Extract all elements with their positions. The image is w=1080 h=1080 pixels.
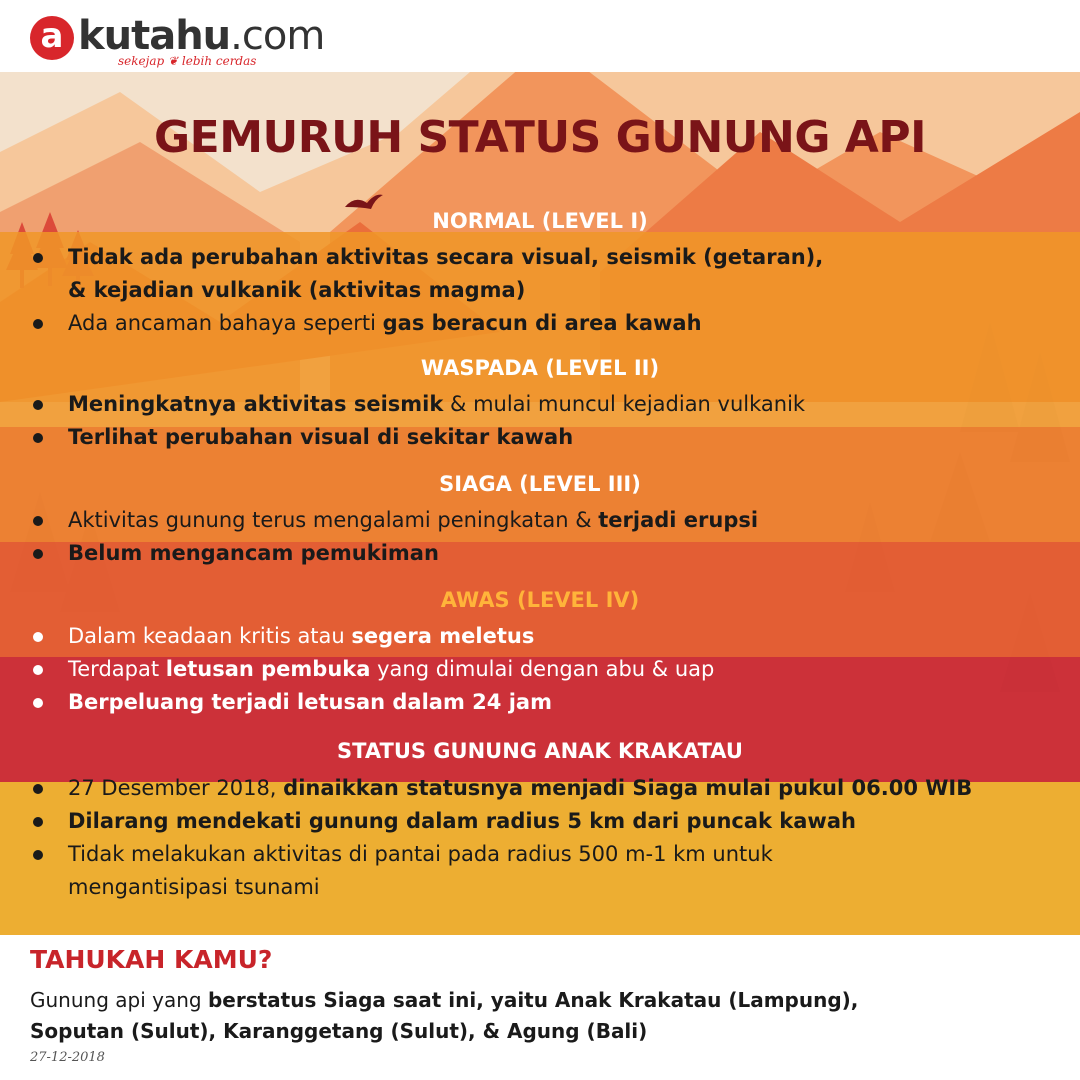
heading-waspada: WASPADA (LEVEL II) [420, 356, 660, 380]
item-text: Terdapat [68, 657, 166, 681]
bullet-icon [33, 253, 43, 263]
bullet-icon [33, 665, 43, 675]
bullet-icon [33, 400, 43, 410]
poster [0, 72, 1080, 935]
bullet-icon [33, 632, 43, 642]
list-item [30, 686, 1070, 719]
did-you-know-bold-continued: Soputan (Sulut), Karanggetang (Sulut), & Agung (Bali) [30, 1019, 648, 1043]
logo-mark: a [30, 16, 74, 60]
list-item [30, 307, 1070, 340]
list-item [30, 805, 1070, 838]
bullet-icon [33, 698, 43, 708]
item-text: yang dimulai dengan abu & uap [370, 657, 715, 681]
bullet-icon [33, 516, 43, 526]
list-item [30, 620, 1070, 653]
did-you-know-body [30, 985, 1060, 1047]
item-bold-continued: & kejadian vulkanik (aktivitas magma) [68, 278, 526, 302]
list-awas [30, 620, 1070, 719]
item-text: Tidak melakukan aktivitas di pantai pada radius 500 m-1 km untuk [68, 842, 773, 866]
bullet-icon [33, 319, 43, 329]
list-item [30, 504, 1070, 537]
logo[interactable] [30, 8, 350, 68]
heading-krakatau: STATUS GUNUNG ANAK KRAKATAU [337, 739, 743, 763]
bullet-icon [33, 850, 43, 860]
bullet-icon [33, 433, 43, 443]
bullet-icon [33, 817, 43, 827]
item-bold: segera meletus [351, 624, 535, 648]
list-item [30, 653, 1070, 686]
publish-date: 27-12-2018 [30, 1050, 105, 1065]
item-bold: dinaikkan statusnya menjadi Siaga mulai pukul 06.00 WIB [283, 776, 973, 800]
item-bold: gas beracun di area kawah [382, 311, 702, 335]
did-you-know [0, 935, 1080, 1080]
item-bold: letusan pembuka [165, 657, 371, 681]
list-item [30, 241, 1070, 307]
item-bold: Meningkatnya aktivitas seismik [68, 392, 444, 416]
item-text: 27 Desember 2018, [68, 776, 284, 800]
logo-wordmark [78, 12, 324, 60]
list-item [30, 421, 1070, 454]
did-you-know-heading: TAHUKAH KAMU? [30, 945, 273, 974]
logo-name: kutahu [78, 13, 231, 59]
list-krakatau [30, 772, 1070, 904]
heading-siaga: SIAGA (LEVEL III) [439, 472, 641, 496]
list-item [30, 388, 1070, 421]
list-item [30, 537, 1070, 570]
item-text: & mulai muncul kejadian vulkanik [443, 392, 806, 416]
item-bold: Berpeluang terjadi letusan dalam 24 jam [68, 690, 552, 714]
item-text: Dalam keadaan kritis atau [68, 624, 352, 648]
heading-normal: NORMAL (LEVEL I) [432, 209, 648, 233]
item-bold: terjadi erupsi [598, 508, 759, 532]
logo-tagline: sekejap ❦ lebih cerdas [118, 54, 257, 68]
list-normal [30, 241, 1070, 340]
list-item [30, 838, 1070, 904]
bullet-icon [33, 549, 43, 559]
item-bold: Belum mengancam pemukiman [68, 541, 439, 565]
page-title: GEMURUH STATUS GUNUNG API [154, 112, 926, 163]
logo-domain: .com [230, 13, 325, 59]
did-you-know-text: Gunung api yang [30, 988, 208, 1012]
item-text: Aktivitas gunung terus mengalami peningkatan & [68, 508, 599, 532]
item-text: Ada ancaman bahaya seperti [68, 311, 383, 335]
did-you-know-bold: berstatus Siaga saat ini, yaitu Anak Krakatau (Lampung), [207, 988, 859, 1012]
list-waspada [30, 388, 1070, 454]
heading-awas: AWAS (LEVEL IV) [440, 588, 640, 612]
item-bold: Dilarang mendekati gunung dalam radius 5 km dari puncak kawah [68, 809, 856, 833]
list-siaga [30, 504, 1070, 570]
item-bold: Tidak ada perubahan aktivitas secara visual, seismik (getaran), [68, 245, 824, 269]
item-bold: Terlihat perubahan visual di sekitar kawah [68, 425, 574, 449]
bullet-icon [33, 784, 43, 794]
item-text-continued: mengantisipasi tsunami [68, 875, 320, 899]
list-item [30, 772, 1070, 805]
